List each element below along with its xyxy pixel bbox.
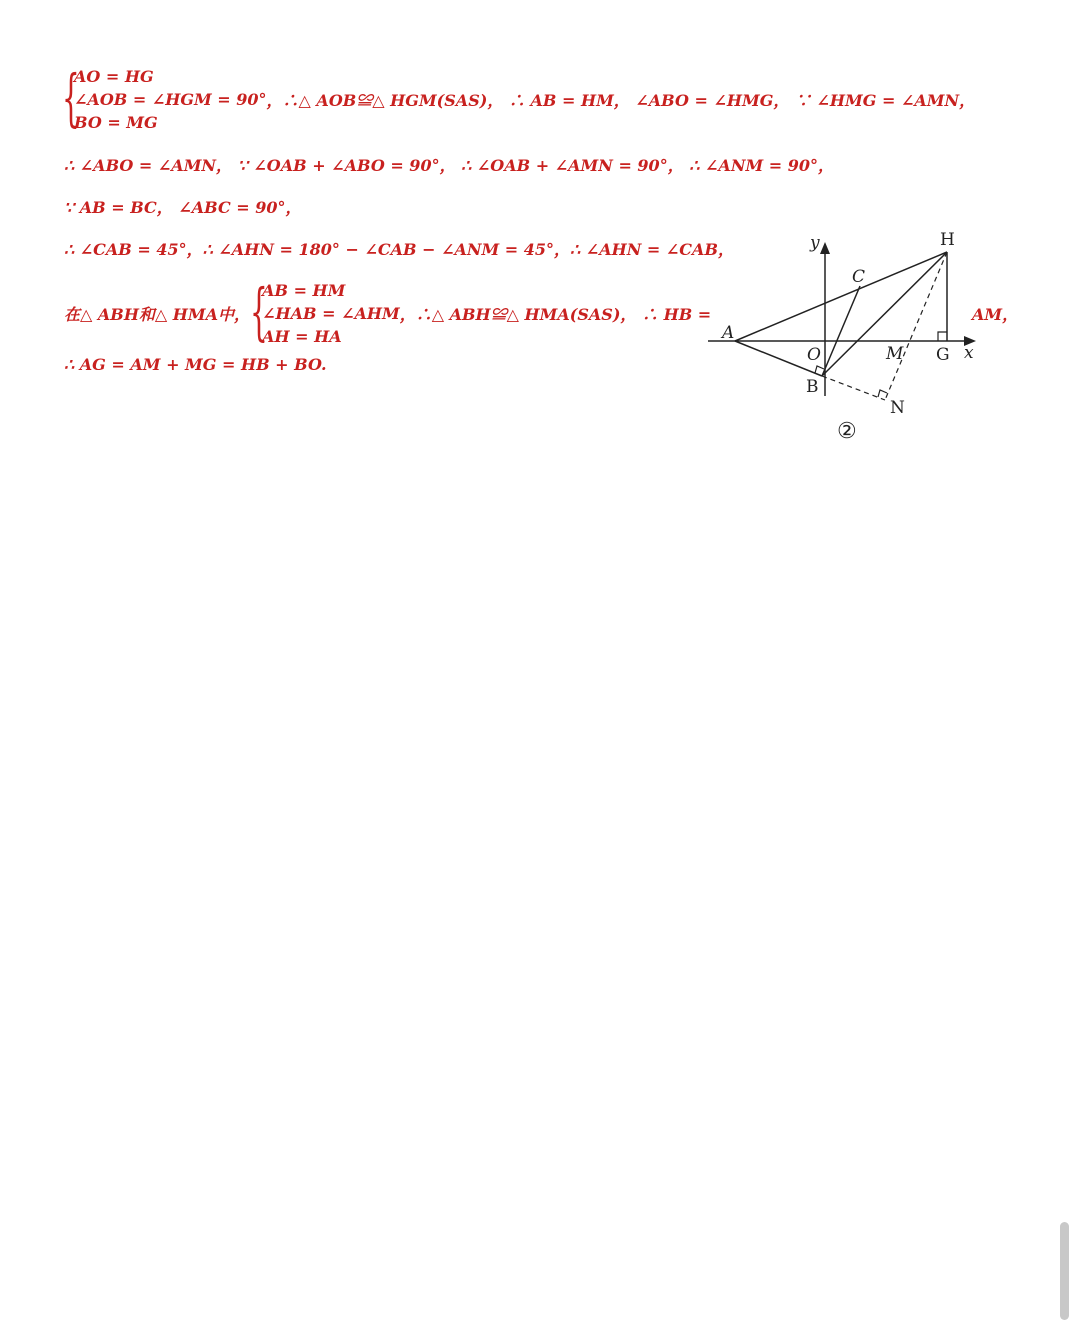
label-M: M [886,344,904,364]
congruence-conclusion-2: ，∴△ ABH≌△ HMA(SAS)， ∴ HB = [399,305,712,324]
system-line: ∠AOB = ∠HGM = 90° [74,90,267,109]
geometry-figure [700,228,980,446]
segment-BC [822,286,860,376]
system-line: BO = MG [74,113,158,132]
label-C: C [852,267,866,287]
system-line: AB = HM [262,281,346,300]
system-line: AO = HG [74,67,154,86]
congruence-system-2 [64,274,712,348]
congruence-system-1 [62,60,976,134]
left-brace: { [250,274,268,348]
label-B: B [806,377,819,397]
solution-line-2: ∴ ∠ABO = ∠AMN， ∵ ∠OAB + ∠ABO = 90°， ∴ ∠OAB + ∠AMN = 90°， ∴ ∠ANM = 90°， [64,156,834,175]
congruence-conclusion-1: ，∴△ AOB≌△ HGM(SAS)， ∴ AB = HM， ∠ABO = ∠HMG， ∵ ∠HMG = ∠AMN， [266,91,976,110]
y-axis-arrow [820,242,830,254]
label-H: H [940,230,955,250]
label-A: A [722,323,735,343]
solution-line-4: ∴ ∠CAB = 45°，∴ ∠AHN = 180° − ∠CAB − ∠ANM = 45°，∴ ∠AHN = ∠CAB， [64,240,734,259]
solution-line-3: ∵ AB = BC， ∠ABC = 90°， [64,198,302,217]
right-angle-G [938,332,947,341]
left-brace: { [62,60,80,134]
figure-caption: ② [837,419,857,444]
system-prefix: 在△ ABH和△ HMA中， [64,305,251,324]
right-angle-N [878,390,887,397]
label-x: x [964,343,974,363]
system-lines [262,279,400,348]
right-angle-B [815,366,824,373]
system-lines [74,65,267,134]
label-N: N [890,398,905,418]
label-y: y [810,233,820,253]
scrollbar-track[interactable] [1060,0,1080,1326]
scrollbar-thumb[interactable] [1060,1222,1069,1320]
solution-line-5-tail: AM， [972,305,1019,324]
system-line: ∠HAB = ∠AHM [262,304,400,323]
system-line: AH = HA [262,327,342,346]
segment-BH [822,252,947,376]
label-O: O [807,345,821,365]
label-G: G [936,345,950,365]
dashed-BN [822,376,885,400]
solution-line-6: ∴ AG = AM + MG = HB + BO. [64,355,327,374]
